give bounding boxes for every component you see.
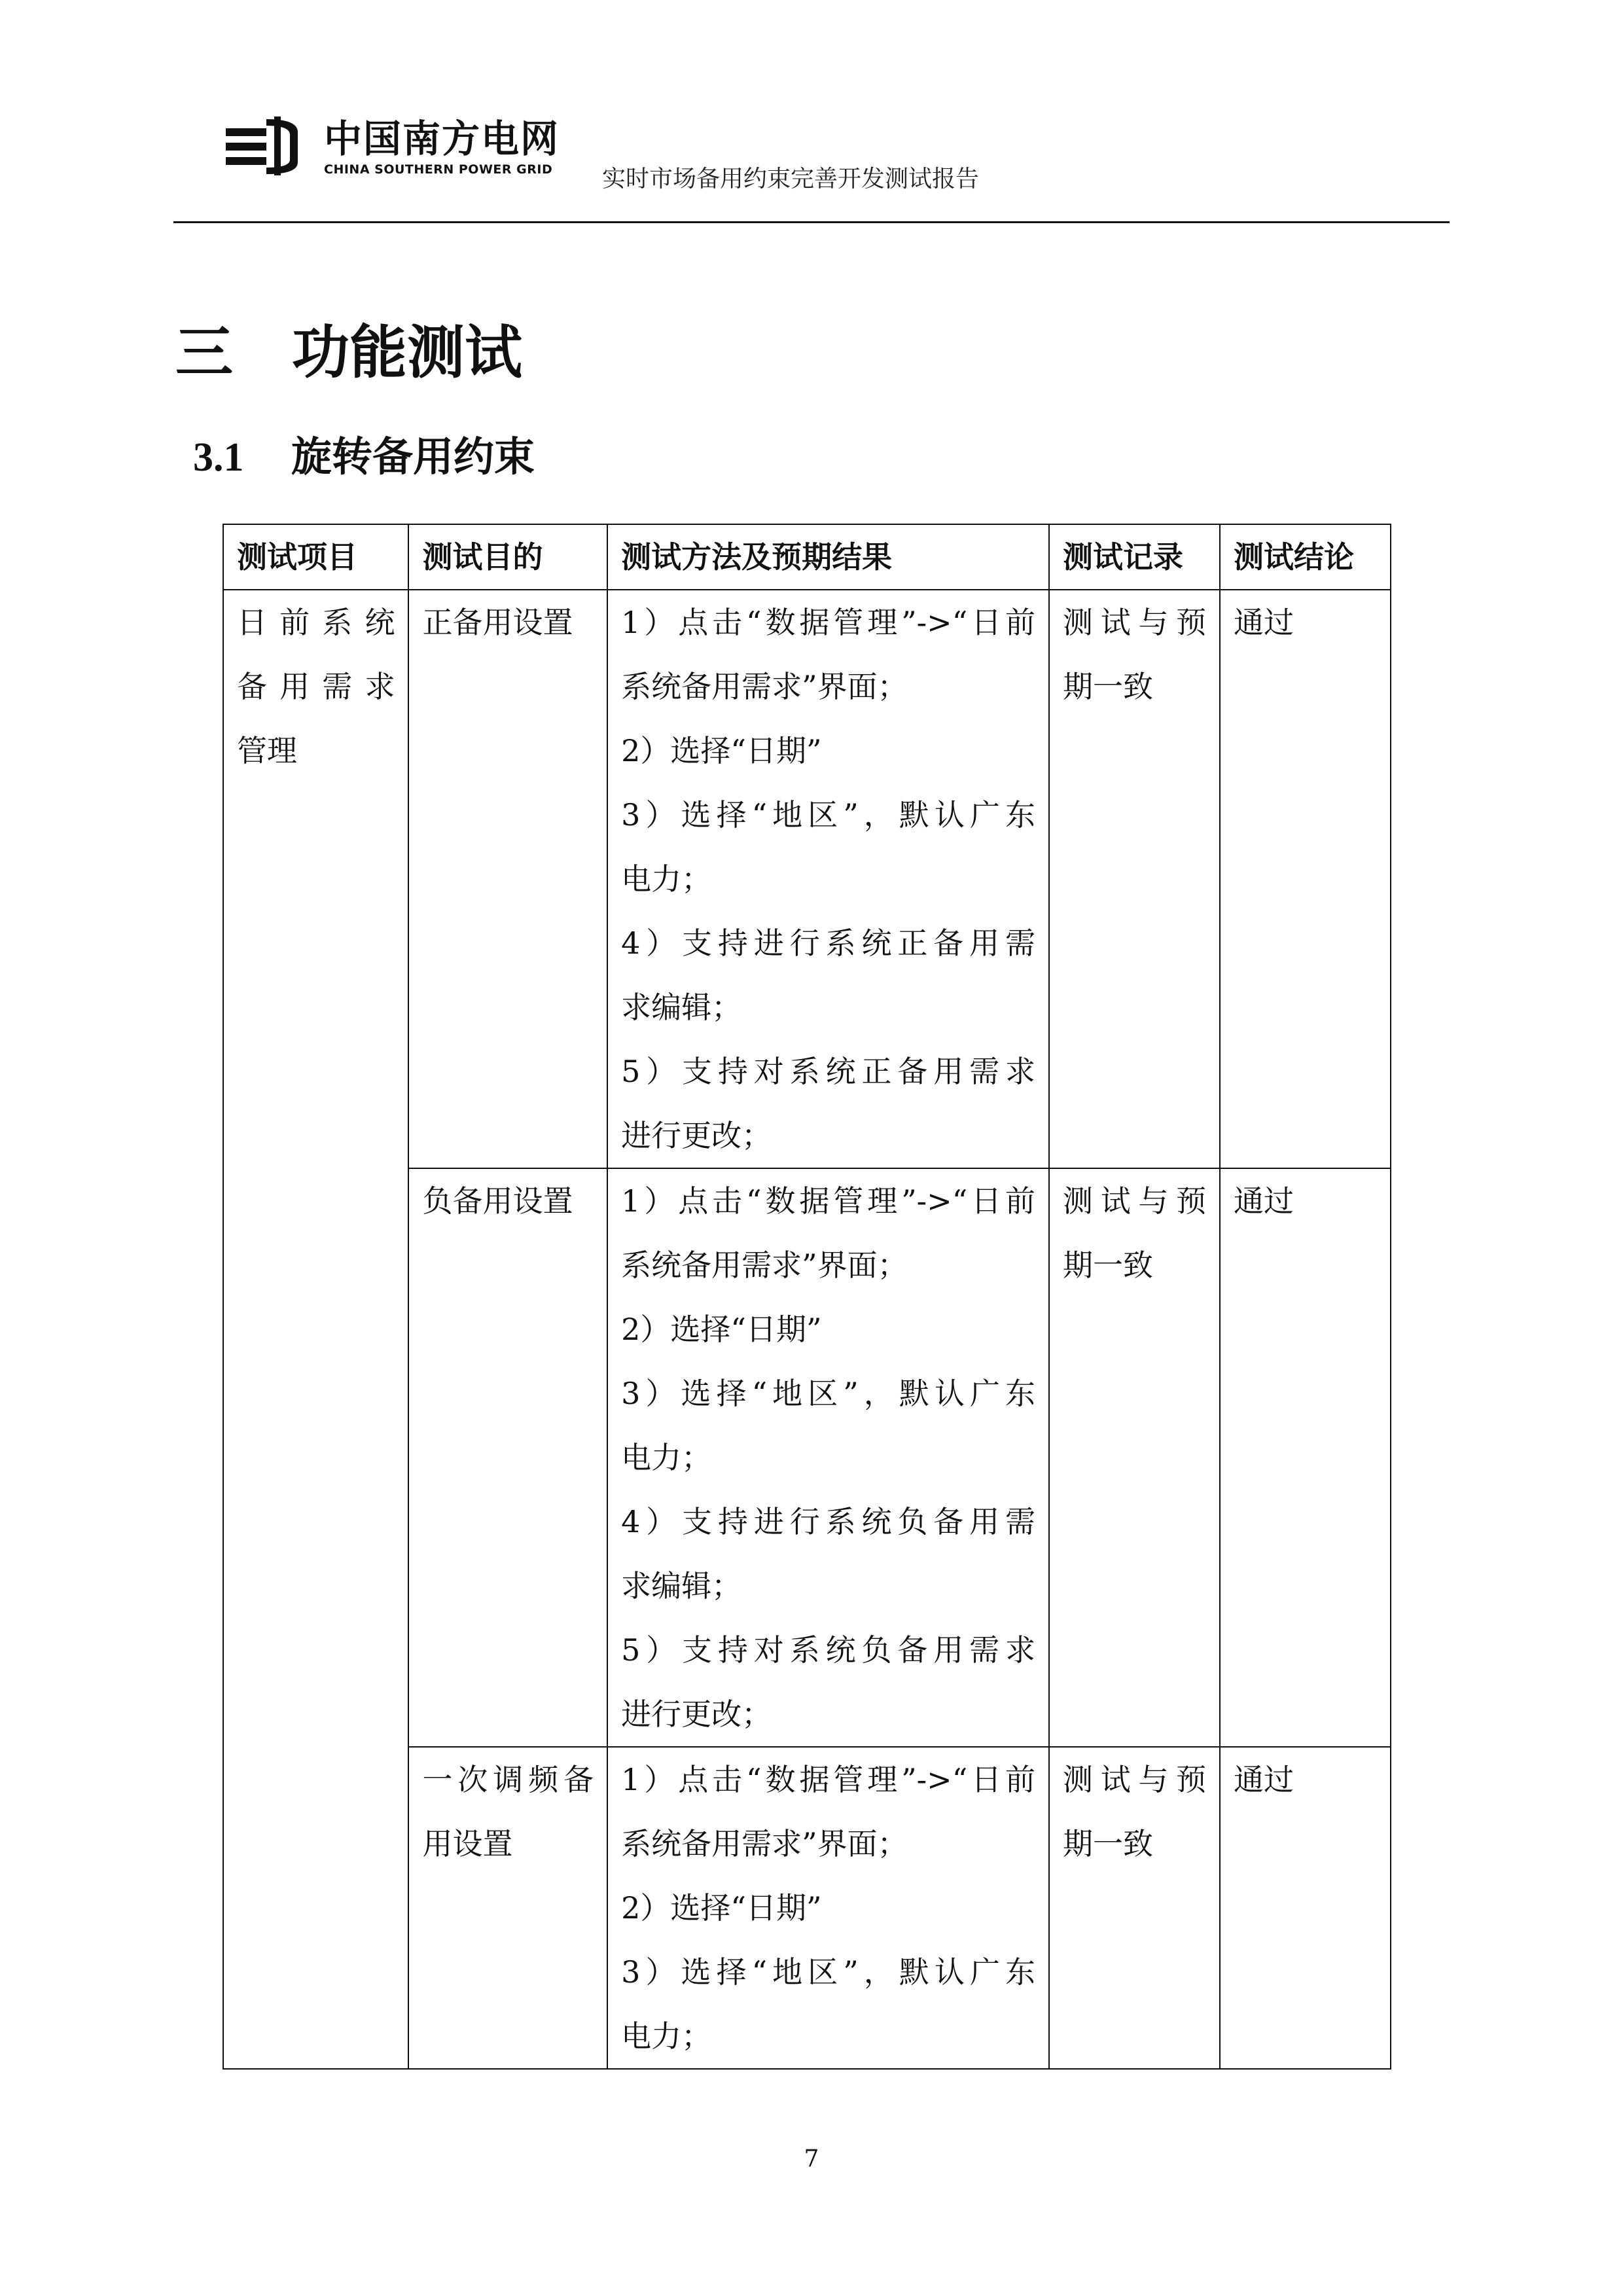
method-line: 5）支持对系统负备用需求	[621, 1632, 1036, 1668]
test-item-line: 日前系统	[237, 605, 395, 640]
chapter-number: 三	[175, 318, 234, 386]
method-line: 3）选择“地区”，默认广东	[621, 1376, 1036, 1411]
header-divider	[173, 221, 1450, 223]
method-line: 求编辑；	[621, 1568, 742, 1604]
table-row	[223, 590, 1391, 1168]
record-line: 测试与预	[1063, 1183, 1206, 1219]
test-method-cell	[607, 1747, 1049, 2069]
record-line: 测试与预	[1063, 1762, 1206, 1797]
method-line: 2）选择“日期”	[621, 1312, 822, 1347]
test-item-cell	[223, 590, 408, 2069]
method-line: 电力；	[621, 2018, 712, 2054]
method-line: 2）选择“日期”	[621, 1890, 822, 1926]
test-record-cell	[1049, 1168, 1220, 1747]
method-line: 系统备用需求”界面；	[621, 1247, 908, 1283]
method-line: 系统备用需求”界面；	[621, 1826, 908, 1861]
test-method-cell	[607, 590, 1049, 1168]
test-conclusion-cell: 通过	[1220, 1168, 1391, 1747]
method-line: 1）点击“数据管理”->“日前	[621, 1762, 1036, 1797]
method-line: 4）支持进行系统正备用需	[621, 925, 1036, 961]
method-line: 1）点击“数据管理”->“日前	[621, 1183, 1036, 1219]
method-line: 系统备用需求”界面；	[621, 669, 908, 704]
method-line: 5）支持对系统正备用需求	[621, 1054, 1036, 1089]
test-method-cell	[607, 1168, 1049, 1747]
section-number: 3.1	[193, 435, 244, 480]
method-line: 进行更改；	[621, 1118, 772, 1153]
test-item-line: 管理	[237, 733, 297, 768]
chapter-title: 功能测试	[292, 318, 523, 386]
purpose-line: 一次调频备	[422, 1762, 594, 1797]
purpose-line: 用设置	[422, 1826, 513, 1861]
company-logo	[226, 117, 566, 182]
table-header-row	[223, 524, 1391, 590]
page-number: 7	[804, 2145, 819, 2172]
method-line: 4）支持进行系统负备用需	[621, 1504, 1036, 1539]
test-purpose-cell: 正备用设置	[408, 590, 607, 1168]
test-record-cell	[1049, 590, 1220, 1168]
record-line: 期一致	[1063, 1826, 1154, 1861]
header-test-purpose: 测试目的	[408, 524, 607, 590]
method-line: 电力；	[621, 861, 712, 897]
test-purpose-cell: 负备用设置	[408, 1168, 607, 1747]
test-conclusion-cell: 通过	[1220, 590, 1391, 1168]
grid-logo-icon	[226, 117, 311, 175]
method-line: 求编辑；	[621, 990, 742, 1025]
test-table	[223, 524, 1391, 2070]
chapter-heading	[175, 319, 522, 385]
header-test-record: 测试记录	[1049, 524, 1220, 590]
section-title: 旋转备用约束	[291, 433, 535, 480]
record-line: 期一致	[1063, 669, 1154, 704]
document-title: 实时市场备用约束完善开发测试报告	[602, 166, 980, 192]
logo-chinese-text: 中国南方电网	[324, 117, 560, 161]
test-record-cell	[1049, 1747, 1220, 2069]
header-test-conclusion: 测试结论	[1220, 524, 1391, 590]
method-line: 1）点击“数据管理”->“日前	[621, 605, 1036, 640]
method-line: 3）选择“地区”，默认广东	[621, 1954, 1036, 1990]
method-line: 3）选择“地区”，默认广东	[621, 797, 1036, 833]
test-item-line: 备用需求	[237, 669, 395, 704]
record-line: 测试与预	[1063, 605, 1206, 640]
method-line: 电力；	[621, 1440, 712, 1475]
test-conclusion-cell: 通过	[1220, 1747, 1391, 2069]
method-line: 进行更改；	[621, 1696, 772, 1732]
method-line: 2）选择“日期”	[621, 733, 822, 768]
header-test-item: 测试项目	[223, 524, 408, 590]
logo-english-text: CHINA SOUTHERN POWER GRID	[324, 162, 553, 177]
header-test-method: 测试方法及预期结果	[607, 524, 1049, 590]
record-line: 期一致	[1063, 1247, 1154, 1283]
section-heading	[193, 432, 535, 482]
test-purpose-cell	[408, 1747, 607, 2069]
